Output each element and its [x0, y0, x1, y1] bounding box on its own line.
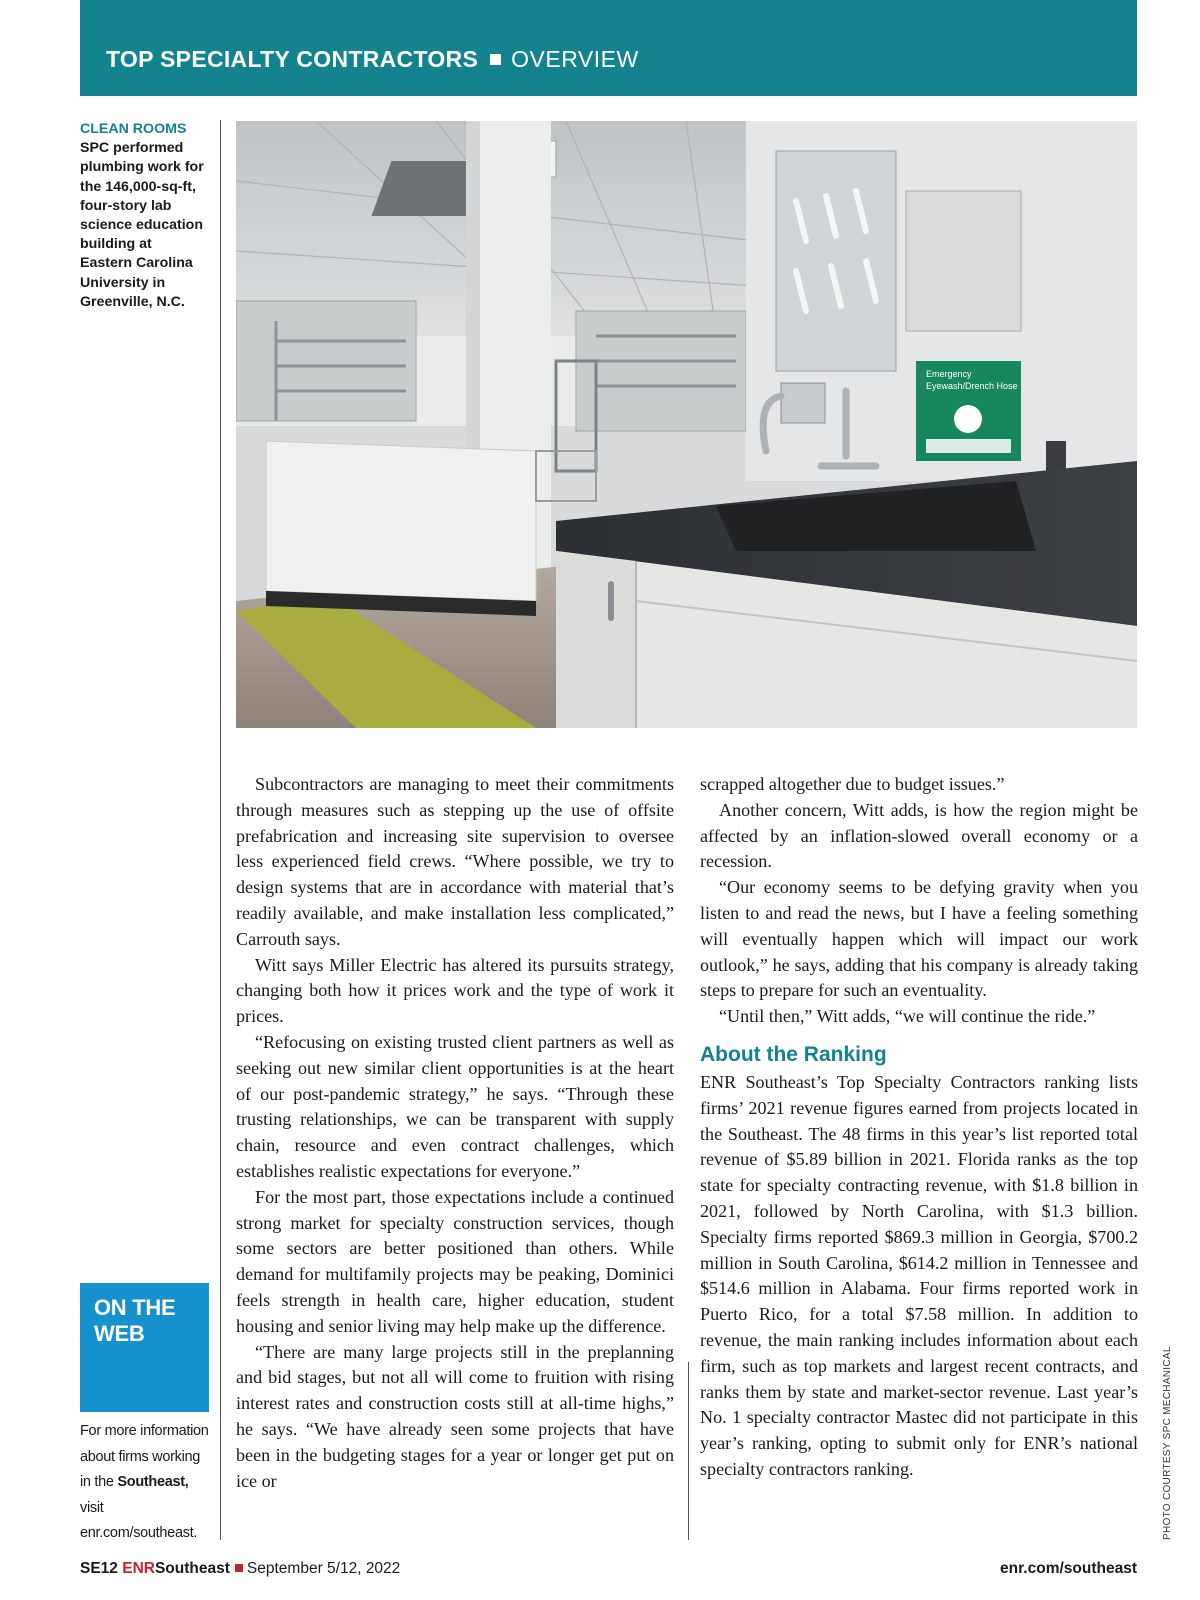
article-column-1 — [236, 772, 674, 1494]
separator-square-icon — [490, 54, 501, 65]
web-text-after[interactable]: visit enr.com/southeast. — [80, 1499, 198, 1541]
page-footer — [80, 1560, 1137, 1582]
photo-credit: PHOTO COURTESY SPC MECHANICAL — [1162, 1346, 1173, 1540]
brand-region: Southeast — [154, 1560, 230, 1577]
paragraph: “Until then,” Witt adds, “we will continue the ride.” — [719, 1006, 1096, 1027]
ranking-paragraph: ENR Southeast’s Top Specialty Contractors ranking lists firms’ 2021 revenue figures earned from projects located in the Southeast. The 48 firms in this year’s list reported total revenue of $5.89 billion in 2021. Florida ranks as the top state for specialty contracting revenue, with $1.8 billion in 2021, followed by North Carolina, with $1.3 billion. Specialty firms reported $869.3 million in Georgia, $700.2 million in South Carolina, $614.2 million in Tennessee and $514.6 million in Alabama. Four firms reported work in Puerto Rico, for a total $7.58 million. In addition to revenue, the main ranking includes information about each firm, such as top markets and largest recent contracts, and ranks them by state and market-sector revenue. Last year’s No. 1 specialty contractor Mastec did not participate in this year’s ranking, opting to submit only for ENR’s national specialty contractors ranking. — [700, 1071, 1138, 1479]
paragraph: “There are many large projects still in the preplanning and bid stages, but not all will come to fruition with rising interest rates and construction costs still at all-time highs,” he says. “We have already seen some projects that have been in the budgeting stages for a year or longer get put on ice or — [236, 1341, 674, 1491]
sign-line-2: Eyewash/Drench Hose — [926, 381, 1018, 391]
subsection-label: OVERVIEW — [511, 46, 639, 72]
paragraph: For the most part, those expectations include a continued strong market for specialty construction services, though some sectors are better positioned than others. While demand for multifamily projects may be peaking, Dominici feels strength in health care, higher education, student housing and senior living may help make up the difference. — [236, 1186, 674, 1336]
on-the-web-title — [94, 1295, 175, 1347]
paragraph: Witt says Miller Electric has altered its pursuits strategy, changing both how it prices work and the type of work it prices. — [236, 954, 674, 1027]
photo-caption — [80, 120, 205, 312]
caption-kicker: CLEAN ROOMS — [80, 121, 187, 137]
separator-square-icon — [235, 1564, 243, 1572]
article-column-2 — [700, 772, 1138, 1483]
web-text-before: For more information about firms working in the — [80, 1423, 209, 1490]
on-the-web-line-2: WEB — [94, 1321, 145, 1346]
section-label: TOP SPECIALTY CONTRACTORS — [106, 46, 479, 72]
lab-illustration — [236, 121, 1137, 728]
footer-folio — [80, 1560, 400, 1578]
paragraph: Subcontractors are managing to meet their commitments through measures such as stepping up the use of offsite prefabrication and increasing site supervision to oversee less experienced field crews. “Where possible, we try to design systems that are in accordance with material that’s readily available, and make installation less complicated,” Carrouth says. — [236, 774, 674, 949]
page-number: SE12 — [80, 1560, 118, 1577]
paragraph: “Refocusing on existing trusted client partners as well as seeking out new similar client opportunities is at the heart of our post-pandemic strategy,” he says. “Through these trusting relationships, we can be transparent with supply chain, resource and even contract challenges, which establishes realistic expectations for everyone.” — [236, 1031, 674, 1181]
lab-photo — [236, 121, 1137, 728]
caption-text: SPC performed plumbing work for the 146,000-sq-ft, four-story lab science education building at Eastern Carolina University in Greenville, N.C. — [80, 140, 204, 310]
section-title — [106, 46, 639, 73]
issue-date: September 5/12, 2022 — [246, 1560, 401, 1577]
sign-line-1: Emergency — [926, 369, 972, 379]
paragraph-continued: scrapped altogether due to budget issues.” — [700, 774, 1005, 794]
paragraph: “Our economy seems to be defying gravity when you listen to and read the news, but I have a feeling something will eventually happen which will impact our work outlook,” he says, adding that his company is already taking steps to prepare for such an eventuality. — [700, 877, 1138, 1001]
on-the-web-text — [80, 1419, 210, 1547]
subheading: About the Ranking — [700, 1042, 887, 1066]
on-the-web-box — [80, 1283, 209, 1412]
brand-enr: ENR — [122, 1560, 155, 1577]
paragraph: Another concern, Witt adds, is how the region might be affected by an inflation-slowed overall economy or a recession. — [700, 799, 1138, 872]
footer-url[interactable]: enr.com/southeast — [1000, 1560, 1137, 1577]
column-divider-2 — [688, 1362, 689, 1540]
on-the-web-line-1: ON THE — [94, 1295, 176, 1320]
column-divider — [220, 120, 221, 1540]
section-header — [80, 0, 1137, 96]
web-text-bold: Southeast, — [117, 1474, 189, 1490]
